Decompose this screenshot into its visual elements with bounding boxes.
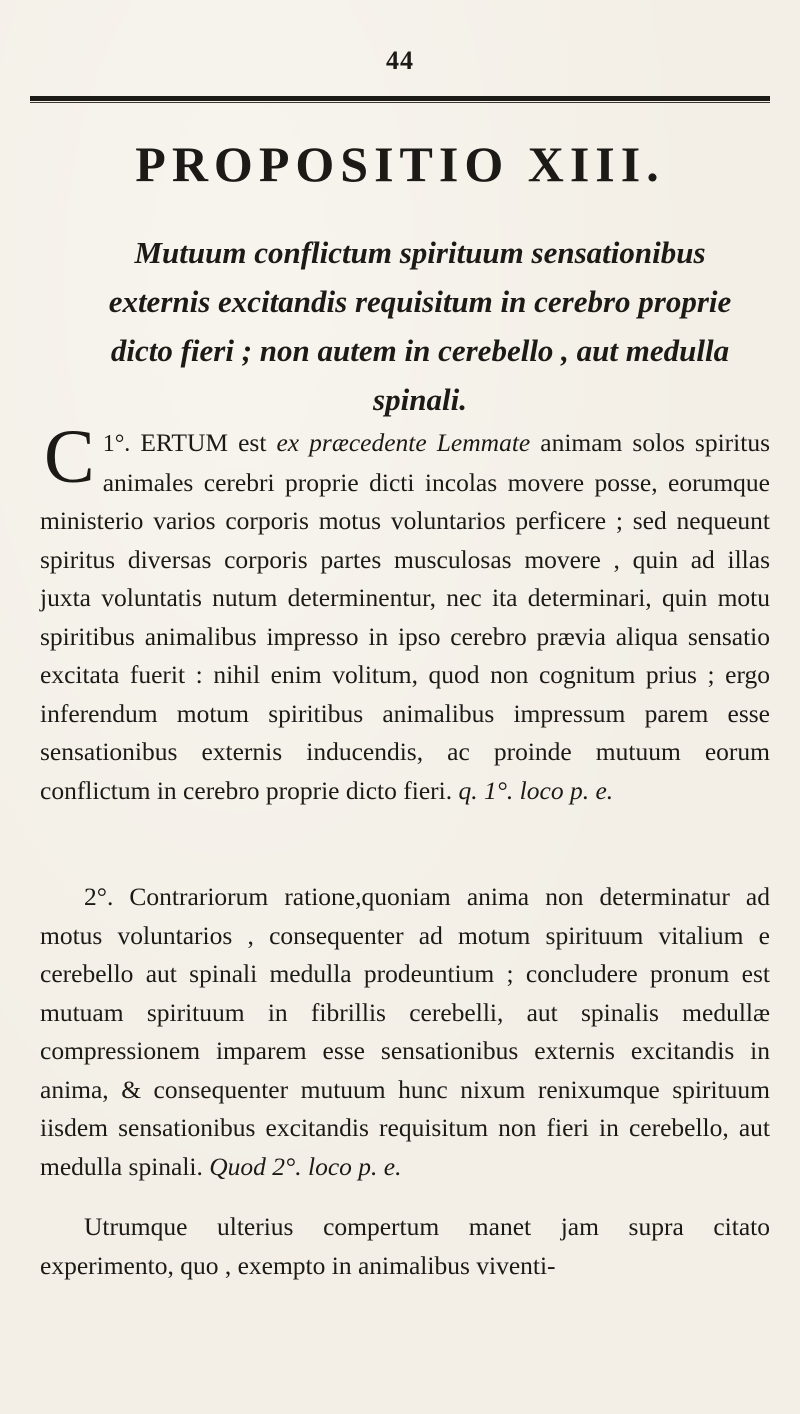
lead-word: ERTUM (140, 428, 229, 457)
page-number: 44 (386, 46, 414, 75)
paragraph-text: Utrumque ulterius compertum manet jam supra citato experimento, quo , exempto in animalibus viventi- (40, 1212, 770, 1280)
paragraph-2 (40, 878, 770, 1186)
paragraph-number: 1°. (102, 431, 131, 457)
paragraph-text: animam solos spiritus animales cerebri proprie dicti incolas movere posse, eorumque ministerio varios corporis motus voluntarios perficere ; sed nequeunt spiritus diversas corporis partes musculosas movere , quin ad illas juxta voluntatis nutum determinentur, nec ita determinari, quin motu spiritibus animalibus impresso in ipso cerebro prævia aliqua sensatio excitata fuerit : nihil enim volitum, quod non cognitum prius ; ergo inferendum motum spiritibus animalibus impressum parem esse sensationibus externis inducendis, ac proinde mutuum eorum conflictum in cerebro proprie dicto fieri. (40, 428, 770, 805)
drop-cap: C (44, 415, 95, 499)
paragraph-text: Contrariorum ratione,quoniam anima non determinatur ad motus voluntarios , consequenter ad motum spirituum vitalium e cerebello aut spinali medulla prodeuntium ; concludere pronum est mutuam spirituum in fibrillis cerebelli, aut spinalis medullæ compressionem imparem esse sensationibus externis excitandis in anima, & consequenter mutuum hunc nixum renixumque spirituum iisdem sensationibus excitandis requisitum non fieri in cerebello, aut medulla spinali. (40, 882, 770, 1181)
paragraph-1 (40, 415, 770, 810)
paragraph-text: est (228, 428, 277, 457)
proof-reference: q. 1°. loco p. e. (458, 775, 614, 805)
rule-thick-line (30, 96, 770, 101)
lemma-reference: ex præcedente Lemmate (276, 428, 531, 457)
paragraph-number: 2°. (84, 882, 114, 911)
proposition-heading: PROPOSITIO XIII. (135, 136, 665, 192)
proposition-statement: Mutuum conflictum spirituum sensationibus externis excitandis requisitum in cerebro proprie dicto fieri ; non autem in cerebello , aut medulla spinali. (108, 235, 732, 417)
rule-thin-line (30, 102, 770, 103)
paragraph-3 (40, 1208, 770, 1285)
ornamental-rule (30, 96, 770, 104)
proof-reference: Quod 2°. loco p. e. (209, 1151, 402, 1181)
